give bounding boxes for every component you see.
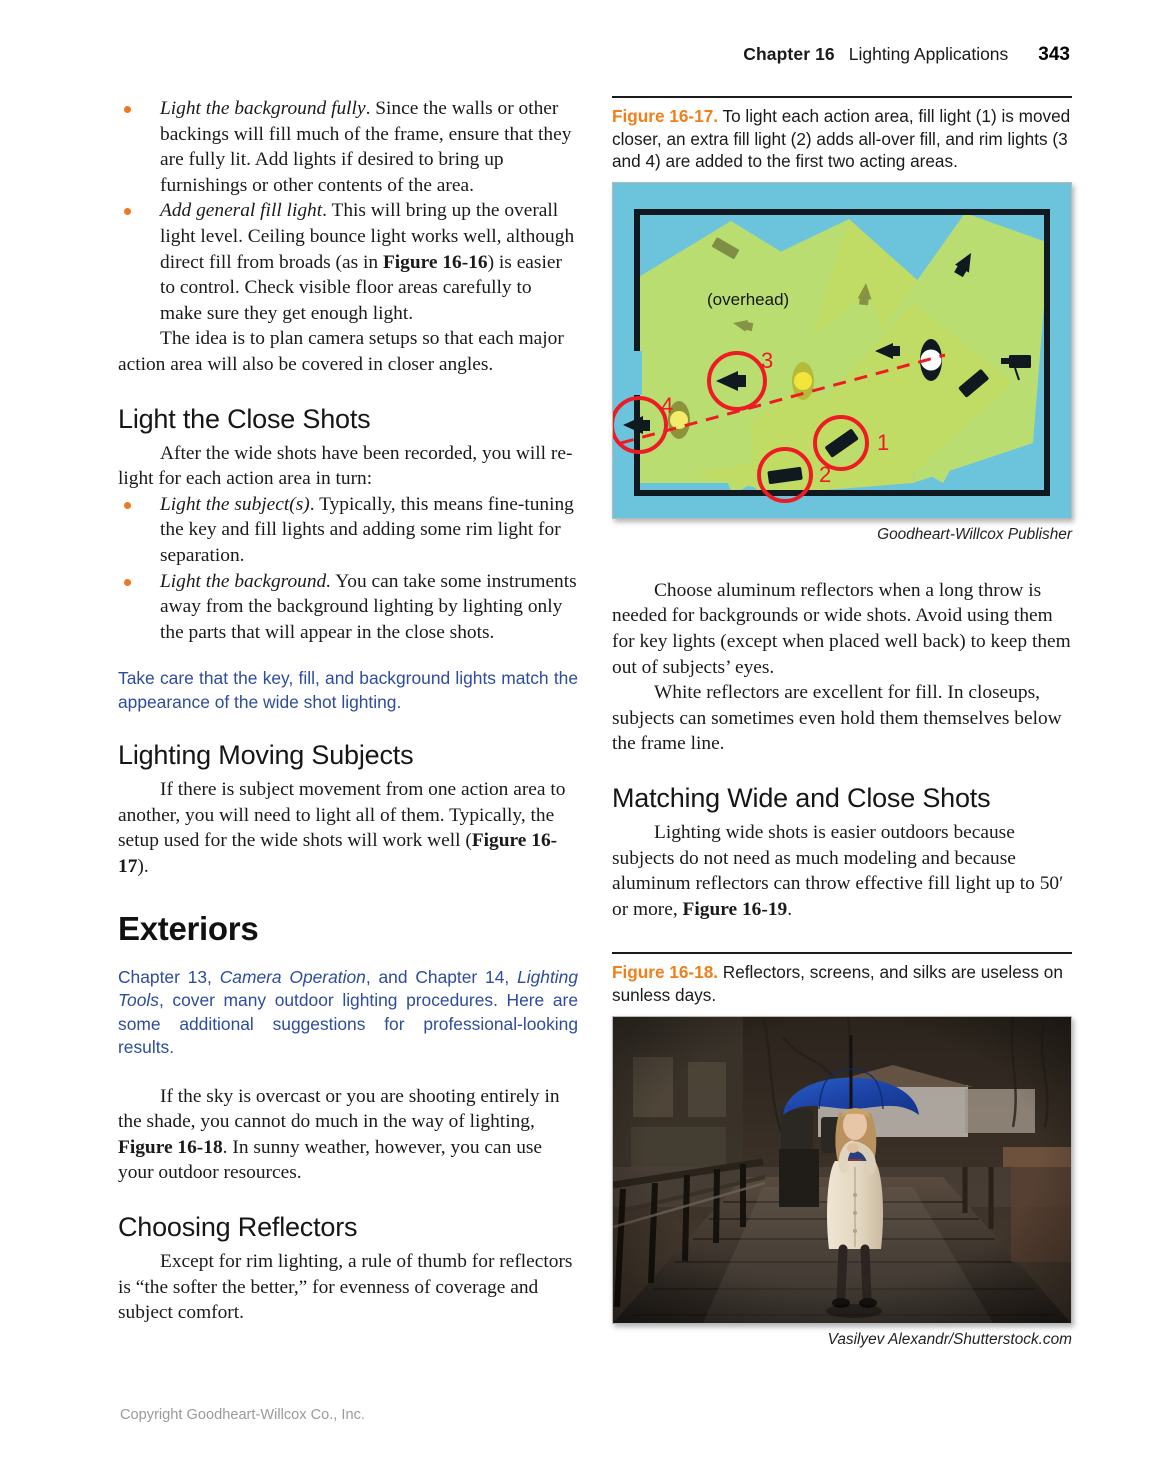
figure-reference: Figure 16-17 bbox=[118, 830, 558, 878]
heading-light-close-shots: Light the Close Shots bbox=[118, 403, 371, 434]
figure-16-18 bbox=[612, 952, 1072, 1348]
list-item bbox=[118, 198, 578, 326]
figure-16-17-image-frame bbox=[612, 182, 1072, 519]
callout-number: 2 bbox=[819, 461, 832, 487]
paragraph-text: If the sky is overcast or you are shooting entirely in the shade, you cannot do much in the way of lighting, bbox=[118, 1085, 560, 1133]
heading-lighting-moving-subjects: Lighting Moving Subjects bbox=[118, 740, 414, 771]
bullet-text: . Since the walls or other backings will fill much of the frame, ensure that they are fully lit. Add lights if desired to bring up furnishings or other contents of the area. bbox=[160, 98, 572, 196]
paragraph-matching bbox=[612, 820, 1072, 922]
note-text: , cover many outdoor lighting procedures. Here are some additional suggestions for professional-looking results. bbox=[118, 990, 578, 1058]
bullet-list-close-shots bbox=[118, 492, 578, 646]
lighting-plan-diagram bbox=[613, 183, 1071, 518]
figure-16-17-credit: Goodheart-Willcox Publisher bbox=[877, 525, 1072, 543]
note-text: , and Chapter 14, bbox=[365, 966, 518, 987]
door-gap bbox=[633, 351, 642, 395]
running-head-title: Lighting Applications bbox=[848, 44, 1009, 64]
figure-caption-text: Reflectors, screens, and silks are useless on sunless days. bbox=[612, 962, 1063, 1005]
callout-number: 4 bbox=[661, 392, 674, 418]
bullet-lead: Light the background fully bbox=[160, 98, 366, 119]
running-head bbox=[743, 44, 1070, 66]
heading-exteriors: Exteriors bbox=[118, 909, 259, 947]
bullet-lead: Light the subject(s) bbox=[160, 493, 310, 515]
figure-reference: Figure 16-18 bbox=[118, 1136, 223, 1158]
figure-number: Figure 16-18. bbox=[612, 962, 719, 983]
paragraph-aluminum-reflectors: Choose aluminum reflectors when a long throw is needed for backgrounds or wide shots. Avoid using them for key lights (except when placed well back) to keep them out of subjects’ eyes. bbox=[612, 579, 1071, 678]
overhead-label: (overhead) bbox=[707, 289, 790, 309]
figure-16-18-caption bbox=[612, 961, 1072, 1006]
figure-rule bbox=[612, 96, 1072, 98]
figure-reference: Figure 16-16 bbox=[382, 251, 488, 273]
paragraph-white-reflectors: White reflectors are excellent for fill. In closeups, subjects can sometimes even hold them themselves below the frame line. bbox=[612, 682, 1062, 755]
bullet-lead: Light the background. bbox=[160, 570, 332, 592]
running-head-chapter: Chapter 16 bbox=[743, 44, 835, 64]
callout-number: 1 bbox=[877, 429, 890, 455]
light-cones bbox=[637, 213, 1049, 495]
figure-16-17-caption bbox=[612, 105, 1072, 173]
bullet-text-cont: ) is easier to control. Check visible floor areas carefully to make sure they get enough light. bbox=[160, 251, 562, 324]
paragraph-text-end: ). bbox=[137, 856, 149, 878]
note-take-care: Take care that the key, fill, and background lights match the appearance of the wide shot lighting. bbox=[118, 668, 578, 712]
paragraph-text: Lighting wide shots is easier outdoors because subjects do not need as much modeling and because aluminum reflectors can throw effective fill light up to 50′ or more, bbox=[612, 821, 1064, 920]
left-column bbox=[118, 96, 578, 1326]
figure-16-18-credit: Vasilyev Alexandr/Shutterstock.com bbox=[827, 1330, 1072, 1348]
list-item bbox=[118, 492, 578, 569]
paragraph-text-end: . bbox=[787, 898, 793, 920]
figure-16-18-image-frame bbox=[612, 1016, 1072, 1324]
heading-matching-wide-close: Matching Wide and Close Shots bbox=[612, 782, 991, 813]
bullet-text: . Typically, this means fine-tuning the key and fill lights and adding some rim light for separation. bbox=[160, 493, 574, 566]
paragraph-text-end: . In sunny weather, however, you can use your outdoor resources. bbox=[118, 1136, 543, 1184]
bullet-text: . This will bring up the overall light level. Ceiling bounce light works well, although direct fill from broads (as in bbox=[160, 200, 575, 273]
paragraph-overcast bbox=[118, 1084, 578, 1186]
bullet-lead: Add general fill light bbox=[160, 200, 323, 222]
paragraph-text: If there is subject movement from one action area to another, you will need to light all of them. Typically, the setup used for the wide shots will work well ( bbox=[118, 779, 566, 852]
umbrella-bridge-photo bbox=[613, 1017, 1071, 1323]
page-number: 343 bbox=[1038, 44, 1070, 65]
book-title-lighting-tools: Lighting Tools bbox=[118, 966, 578, 1011]
figure-caption-text: To light each action area, fill light (1) is moved closer, an extra fill light (2) adds all-over fill, and rim lights (3 and 4) are added to the first two acting areas. bbox=[612, 106, 1071, 172]
list-item bbox=[118, 96, 578, 198]
note-exteriors bbox=[118, 966, 578, 1060]
list-item bbox=[118, 569, 578, 646]
bullet-text: You can take some instruments away from the background lighting by lighting only the parts that will appear in the close shots. bbox=[160, 570, 577, 643]
figure-16-17 bbox=[612, 96, 1072, 544]
figure-rule bbox=[612, 952, 1072, 954]
heading-choosing-reflectors: Choosing Reflectors bbox=[118, 1212, 358, 1243]
paragraph-moving-subjects bbox=[118, 777, 578, 879]
note-text: Chapter 13, bbox=[118, 966, 220, 987]
figure-reference: Figure 16-19 bbox=[682, 898, 788, 920]
paragraph-plan-setups: The idea is to plan camera setups so that each major action area will also be covered in closer angles. bbox=[118, 328, 564, 375]
right-column bbox=[612, 96, 1072, 1349]
bullet-list-wide-shots bbox=[118, 96, 578, 326]
paragraph-after-wide-shots: After the wide shots have been recorded, you will re-light for each action area in turn: bbox=[118, 442, 573, 490]
book-title-camera-operation: Camera Operation bbox=[219, 966, 366, 987]
footer-copyright: Copyright Goodheart-Willcox Co., Inc. bbox=[120, 1407, 365, 1423]
callout-number: 3 bbox=[761, 347, 774, 373]
figure-number: Figure 16-17. bbox=[612, 106, 719, 126]
paragraph-reflectors-rule: Except for rim lighting, a rule of thumb for reflectors is “the softer the better,” for evenness of coverage and subject comfort. bbox=[118, 1251, 573, 1324]
